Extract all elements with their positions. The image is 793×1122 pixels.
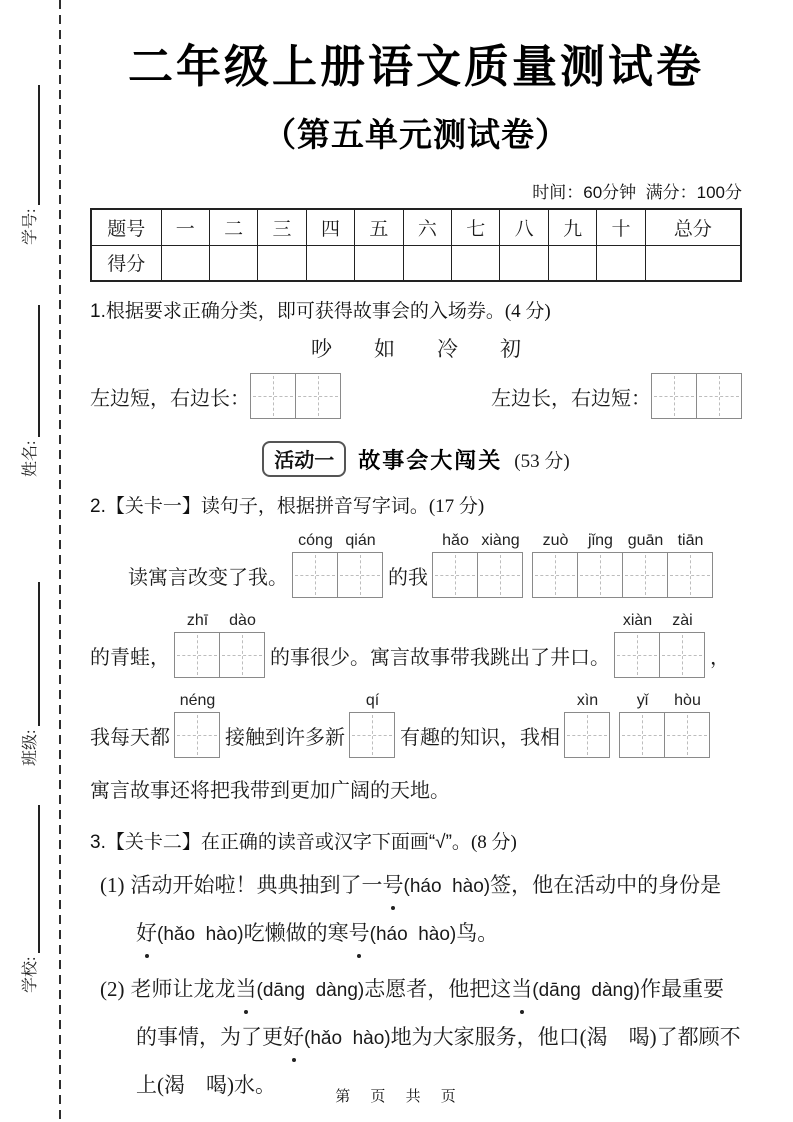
sorting-group [90, 373, 341, 419]
question-3-block [90, 827, 742, 1108]
write-in-box [250, 373, 341, 419]
activity-title: 故事会大闯关 [358, 447, 503, 473]
text-run: 签，他在活动中的身份是 [490, 873, 722, 897]
score-table-cell: 四 [306, 209, 354, 245]
score-table-cell: 二 [209, 209, 257, 245]
character-item: 冷 [437, 337, 458, 361]
pinyin-row [615, 612, 705, 630]
student-id-blank [25, 85, 40, 205]
school-label: 学校: [22, 956, 39, 993]
write-in-box [293, 532, 383, 598]
pinyin-syllable: jǐng [588, 532, 613, 549]
pinyin-syllable: qí [365, 692, 380, 709]
student-id-field [18, 75, 40, 245]
text-run: 有趣的知识，我相 [400, 726, 560, 749]
emphasized-character: 当 [511, 966, 532, 1012]
pinyin-syllable: zài [672, 612, 693, 629]
tianzige-cell [667, 552, 713, 598]
score-empty-cell [452, 245, 500, 281]
activity-badge: 活动一 [262, 441, 346, 477]
pinyin-row [293, 532, 383, 550]
write-in-box [175, 692, 220, 758]
score-empty-cell [597, 245, 645, 281]
write-in-box [565, 692, 610, 758]
pinyin-syllable: guān [627, 532, 664, 549]
score-table-cell: 六 [403, 209, 451, 245]
activity-score: (53 分) [514, 450, 570, 472]
emphasized-character: 当 [236, 966, 257, 1012]
question-3-header [90, 827, 742, 854]
score-empty-cell [548, 245, 596, 281]
question-1-characters [90, 333, 742, 363]
text-run: 的我 [388, 566, 428, 589]
pinyin-syllable: zhī [186, 612, 209, 629]
class-label: 班级: [22, 729, 39, 766]
text-run: 活动开始啦！典典抽到了一 [130, 873, 383, 897]
pinyin-row [533, 532, 713, 550]
score-table-cell: 题号 [91, 209, 161, 245]
page-footer: 第 页 共 页 [335, 1088, 458, 1105]
pinyin-choice: (dāng dàng) [256, 980, 365, 1001]
pinyin-syllable: dào [229, 612, 256, 629]
pinyin-syllable: xìn [576, 692, 599, 709]
text-run: 地为大家服务，他口(渴 喝)了都顾不上(渴 喝)水。 [136, 1025, 741, 1097]
text-run: 的青蛙， [90, 646, 170, 669]
item-marker: (1) [100, 873, 125, 897]
item-marker: (2) [100, 977, 125, 1001]
score-empty-cell [209, 245, 257, 281]
question-1-text: 1.根据要求正确分类，即可获得故事会的入场券。 [90, 301, 505, 322]
tianzige-cell [564, 712, 610, 758]
student-id-label: 学号: [22, 208, 39, 245]
text-run: 接触到许多新 [225, 726, 345, 749]
class-blank [25, 582, 40, 726]
text-run: 作最重要的事情，为了更 [136, 977, 724, 1049]
pinyin-syllable: qián [345, 532, 376, 549]
fill-in-line [90, 528, 742, 598]
time-score-meta: 时间：60分钟 满分：100分 [532, 183, 742, 202]
score-empty-cell [403, 245, 451, 281]
write-in-box [533, 532, 713, 598]
student-name-blank [25, 305, 40, 437]
sorting-group [491, 373, 742, 419]
write-in-box [433, 532, 523, 598]
question-2-closing-line: 寓言故事还将把我带到更加广阔的天地。 [90, 780, 450, 802]
score-row-label: 得分 [91, 245, 161, 281]
write-in-box [175, 612, 265, 678]
question-1-sorting-row [90, 373, 742, 419]
score-table [90, 208, 742, 282]
pinyin-choice: (háo hào) [403, 876, 491, 897]
pinyin-syllable: hǎo [442, 532, 469, 549]
emphasized-character: 好 [136, 910, 157, 956]
emphasized-character: 好 [283, 1014, 304, 1060]
pinyin-syllable: néng [179, 692, 216, 709]
pinyin-row [175, 692, 220, 710]
write-in-box [651, 373, 742, 419]
paper-title: 二年级上册语文质量测试卷 [127, 41, 704, 92]
score-table-score-row [91, 245, 741, 281]
pinyin-syllable: xiàn [622, 612, 653, 629]
sorting-group-label: 左边短，右边长： [90, 387, 250, 410]
write-in-box [615, 612, 705, 678]
question-2-text: 2.【关卡一】读句子，根据拼音写字词。 [90, 496, 429, 517]
score-empty-cell [645, 245, 741, 281]
score-table-cell: 九 [548, 209, 596, 245]
tianzige-cell [651, 373, 697, 419]
tianzige-cell [532, 552, 578, 598]
text-run: 我每天都 [90, 726, 170, 749]
tianzige-cell [577, 552, 623, 598]
tianzige-cell [295, 373, 341, 419]
score-empty-cell [355, 245, 403, 281]
question-1-score: (4 分) [504, 301, 551, 322]
tianzige-cell [664, 712, 710, 758]
pinyin-choice: (háo hào) [369, 924, 457, 945]
text-run: ， [710, 646, 730, 669]
tianzige-cell [622, 552, 668, 598]
tianzige-cell [174, 712, 220, 758]
emphasized-character: 号 [383, 862, 404, 908]
school-field [18, 793, 40, 993]
tianzige-cell [174, 632, 220, 678]
pinyin-syllable: hòu [674, 692, 701, 709]
tianzige-cell [432, 552, 478, 598]
tianzige-cell [477, 552, 523, 598]
tianzige-cell [614, 632, 660, 678]
pinyin-choice: (dāng dàng) [532, 980, 640, 1001]
character-item: 初 [500, 337, 521, 361]
score-table-header-row [91, 209, 741, 245]
text-run: 鸟。 [456, 921, 499, 945]
class-field [18, 570, 40, 766]
pinyin-choice: (hǎo hào) [157, 924, 244, 945]
text-run: 的事很少。寓言故事带我跳出了井口。 [270, 646, 610, 669]
question-3-items [90, 862, 742, 1108]
question-3-text: 3.【关卡二】在正确的读音或汉字下面画“√”。 [90, 832, 471, 853]
fold-dashed-line [59, 0, 61, 1122]
score-empty-cell [500, 245, 548, 281]
question-3-item [90, 862, 742, 958]
pinyin-row [433, 532, 523, 550]
emphasized-character: 号 [349, 910, 370, 956]
score-empty-cell [306, 245, 354, 281]
question-1-header [90, 296, 742, 323]
student-name-label: 姓名: [22, 440, 39, 477]
write-in-box [620, 692, 710, 758]
text-run: 读寓言改变了我。 [128, 566, 288, 589]
score-table-cell: 七 [452, 209, 500, 245]
tianzige-cell [349, 712, 395, 758]
tianzige-cell [250, 373, 296, 419]
pinyin-syllable: tiān [677, 532, 704, 549]
write-in-box [350, 692, 395, 758]
character-item: 如 [374, 337, 395, 361]
pinyin-syllable: yǐ [636, 692, 649, 709]
text-run: 老师让龙龙 [130, 977, 236, 1001]
pinyin-syllable: cóng [298, 532, 333, 549]
score-table-cell: 一 [161, 209, 209, 245]
question-2-score: (17 分) [428, 496, 485, 517]
student-name-field [18, 293, 40, 477]
sorting-group-label: 左边长，右边短： [491, 387, 651, 410]
question-2-body [90, 528, 742, 758]
pinyin-choice: (hǎo hào) [304, 1028, 391, 1049]
tianzige-cell [619, 712, 665, 758]
activity-banner [90, 441, 742, 477]
pinyin-row [565, 692, 610, 710]
text-run: 吃懒做的寒 [243, 921, 349, 945]
score-table-cell: 三 [258, 209, 306, 245]
school-blank [25, 805, 40, 953]
character-item: 吵 [311, 337, 332, 361]
score-empty-cell [258, 245, 306, 281]
fill-in-line [90, 608, 742, 678]
tianzige-cell [337, 552, 383, 598]
pinyin-row [620, 692, 710, 710]
pinyin-syllable: xiàng [481, 532, 520, 549]
score-table-cell: 八 [500, 209, 548, 245]
paper-main [90, 0, 742, 1108]
score-table-cell: 五 [355, 209, 403, 245]
tianzige-cell [292, 552, 338, 598]
fill-in-line [90, 688, 742, 758]
text-run: 志愿者，他把这 [364, 977, 512, 1001]
score-table-cell: 总分 [645, 209, 741, 245]
paper-subtitle: （第五单元测试卷） [263, 116, 569, 153]
pinyin-syllable: zuò [542, 532, 569, 549]
question-3-score: (8 分) [470, 832, 517, 853]
score-table-cell: 十 [597, 209, 645, 245]
tianzige-cell [659, 632, 705, 678]
tianzige-cell [696, 373, 742, 419]
question-2-header [90, 491, 742, 518]
tianzige-cell [219, 632, 265, 678]
pinyin-row [350, 692, 395, 710]
pinyin-row [175, 612, 265, 630]
score-empty-cell [161, 245, 209, 281]
